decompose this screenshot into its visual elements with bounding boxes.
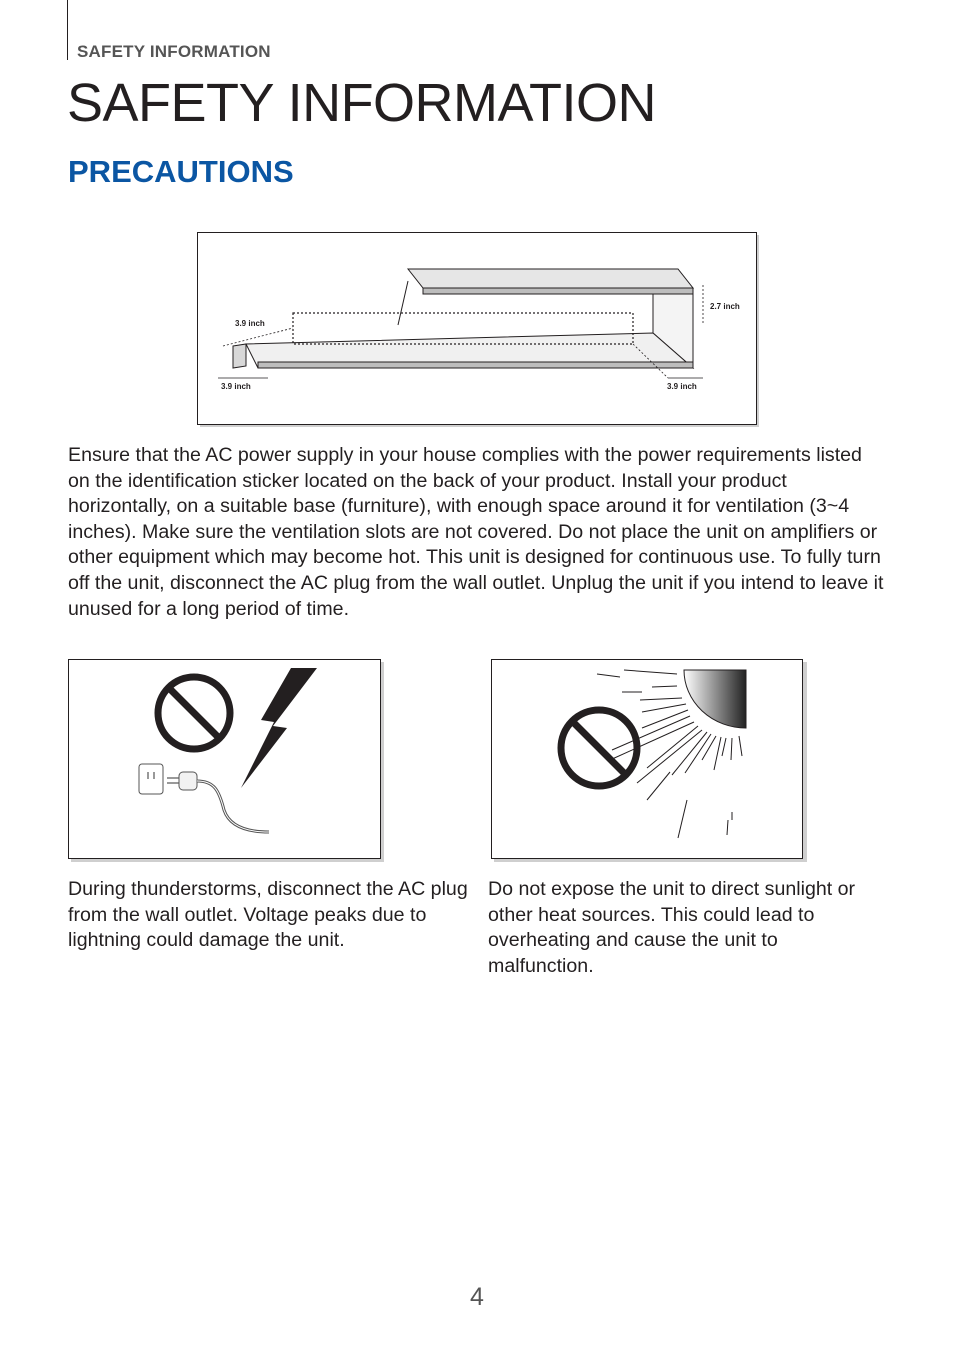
page-number: 4: [470, 1283, 484, 1311]
clearance-label-top-right: 2.7 inch: [710, 302, 740, 311]
sunlight-figure: [491, 659, 803, 859]
installation-diagram: [197, 232, 757, 425]
main-paragraph: Ensure that the AC power supply in your house complies with the power requirements listed on the identification sticker located on the back of your product. Install your product horizontally, on a suitable base (furniture), with enough space around it for ventilation (3~4 inches). Make sure the ventilation slots are not covered. Do not place the unit on amplifiers or other equipment which may become hot. This unit is designed for continuous use. To fully turn off the unit, disconnect the AC plug from the wall outlet. Unplug the unit if you intend to leave it unused for a long period of time.: [68, 444, 884, 620]
header-rule: [67, 0, 68, 60]
sunlight-drawing: [492, 660, 802, 858]
installation-diagram-drawing: [198, 233, 756, 424]
clearance-label-bottom-left: 3.9 inch: [221, 382, 251, 391]
page-title: SAFETY INFORMATION: [67, 73, 657, 133]
wall-outlet-icon: [139, 764, 163, 794]
running-header: SAFETY INFORMATION: [77, 42, 271, 61]
lightning-bolt-icon: [241, 668, 317, 788]
prohibition-icon: [561, 710, 637, 786]
prohibition-icon: [158, 677, 230, 749]
thunderstorm-caption: During thunderstorms, disconnect the AC plug from the wall outlet. Voltage peaks due to lightning could damage the unit.: [68, 878, 468, 952]
clearance-label-bottom-right: 3.9 inch: [667, 382, 697, 391]
clearance-label-top-left: 3.9 inch: [235, 319, 265, 328]
section-title: PRECAUTIONS: [68, 154, 294, 189]
power-plug-icon: [167, 772, 269, 832]
sunlight-caption: Do not expose the unit to direct sunlight or other heat sources. This could lead to overheating and cause the unit to malfunction.: [488, 878, 856, 977]
sun-icon: [597, 670, 746, 838]
thunderstorm-drawing: [69, 660, 380, 858]
thunderstorm-figure: [68, 659, 381, 859]
